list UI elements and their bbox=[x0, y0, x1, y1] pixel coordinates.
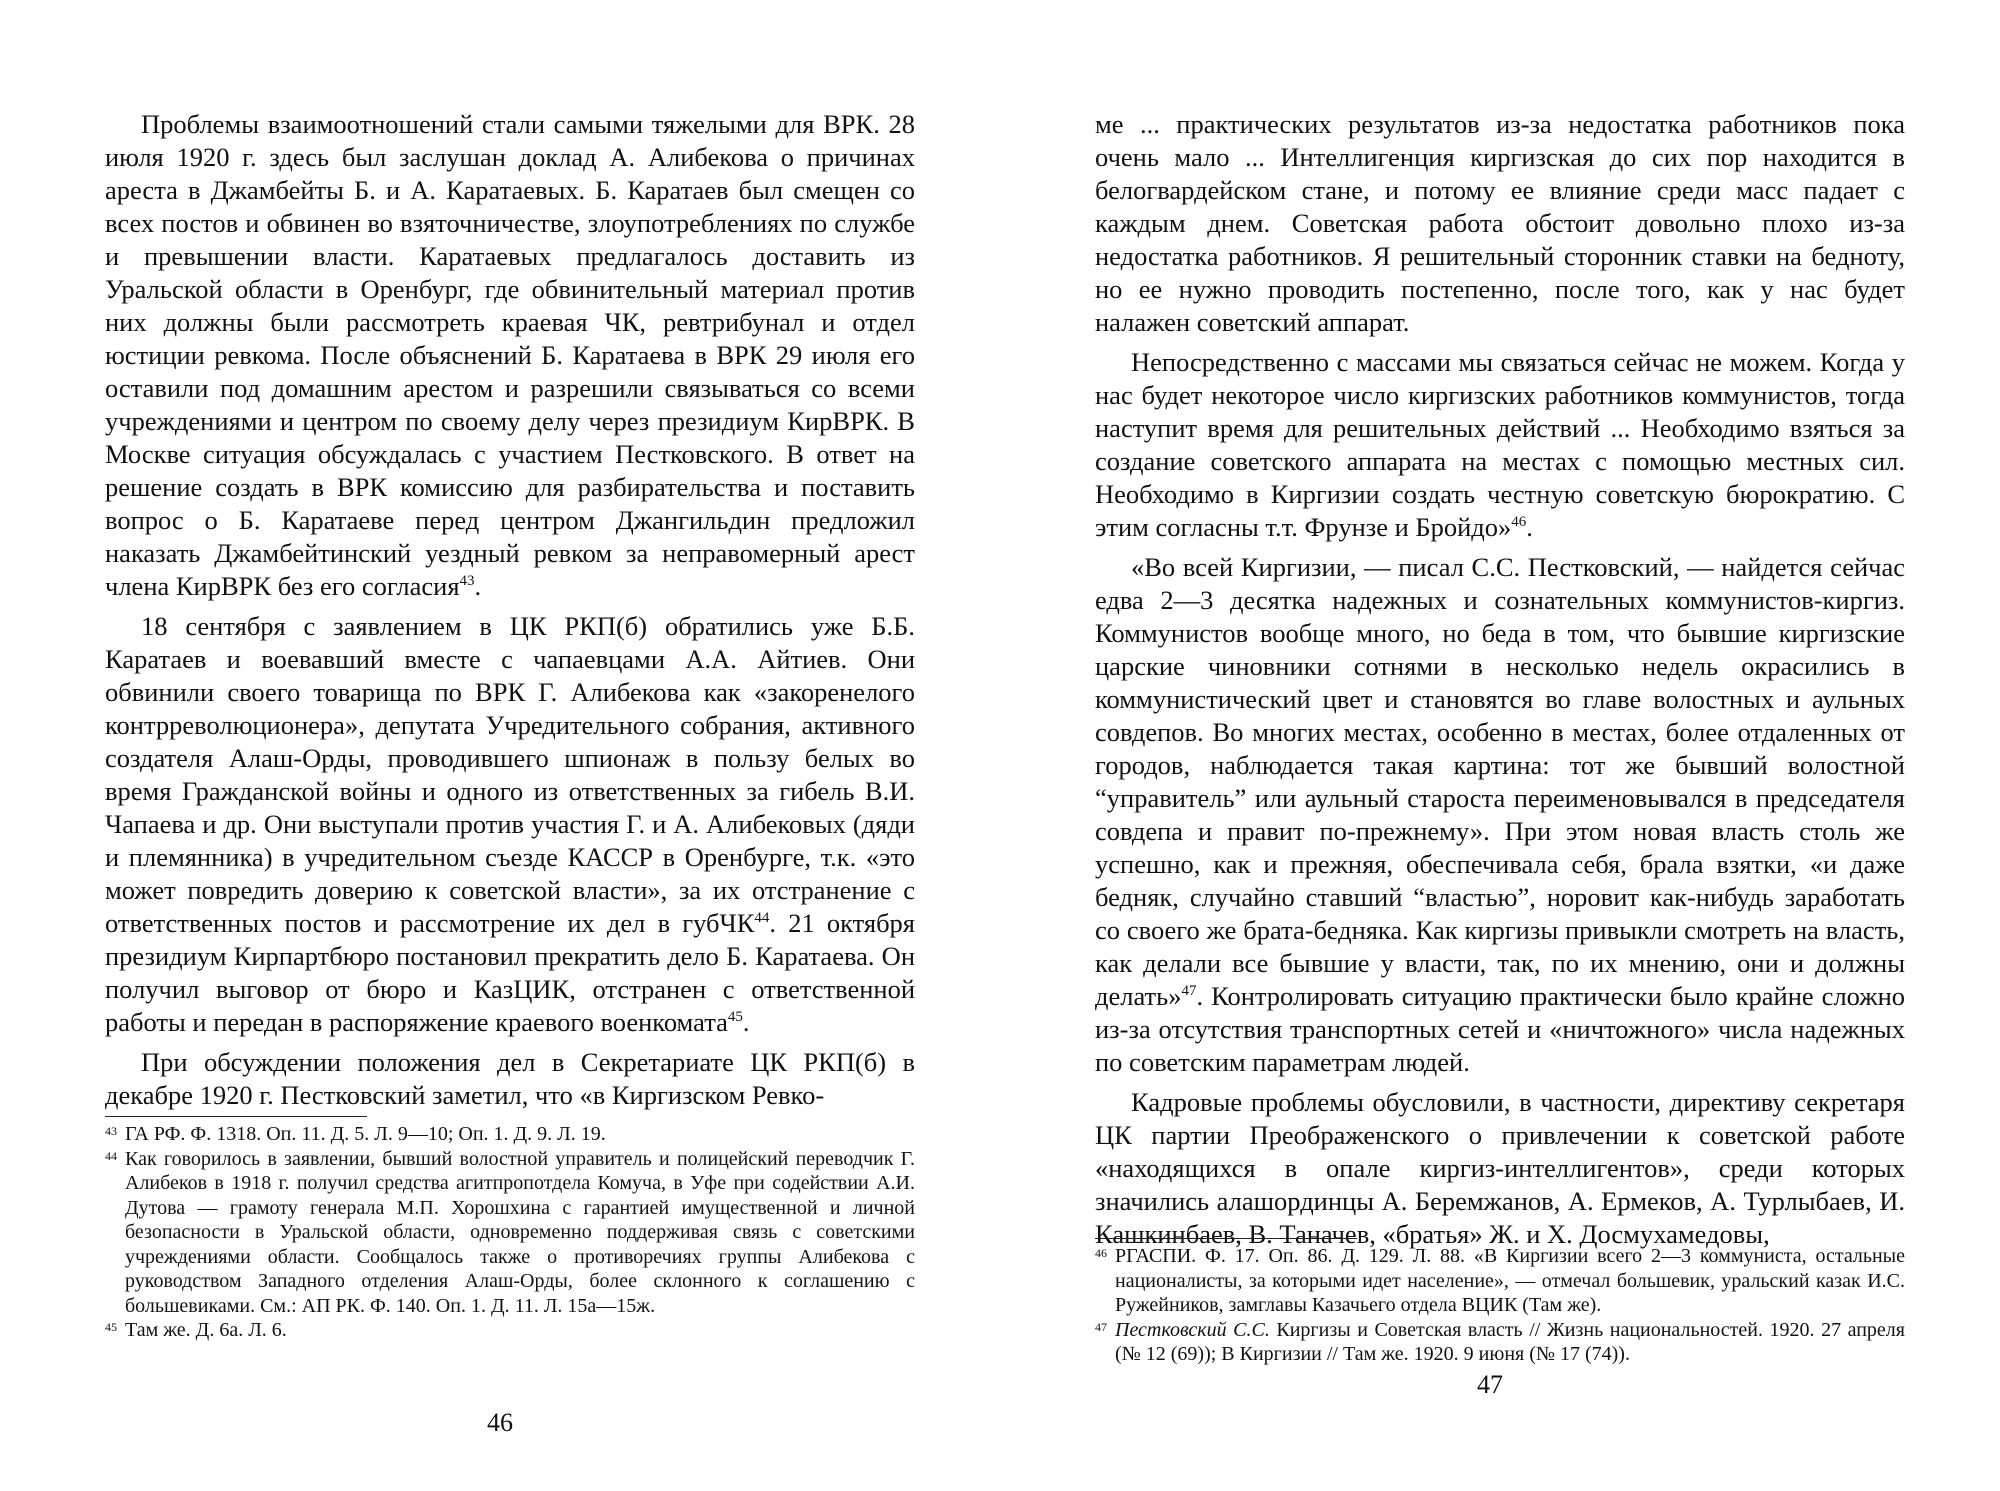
right-page-body bbox=[1095, 108, 1905, 1251]
footnote-ref: 44 bbox=[754, 910, 770, 927]
footnote: 46 РГАСПИ. Ф. 17. Оп. 86. Д. 129. Л. 88. «В Киргизии всего 2—3 коммуниста, остальные националисты, за которыми идет население», — отмечал большевик, уральский казак И.С. Ружейников, замглавы Казачьего отдела ВЦИК (Там же). bbox=[1095, 1245, 1905, 1316]
footnote-ref: 45 bbox=[727, 1009, 743, 1026]
footnote: 45 Там же. Д. 6а. Л. 6. bbox=[105, 1319, 287, 1341]
left-page-body bbox=[105, 108, 915, 1112]
paragraph: Проблемы взаимоотношений стали самыми тяжелыми для ВРК. 28 июля 1920 г. здесь был заслушан доклад А. Алибекова о причинах ареста в Джамбейты Б. и А. Каратаевых. Б. Каратаев был смещен со всех постов и обвинен во взяточничестве, злоупотреблениях по службе и превышении власти. Каратаевых предлагалось доставить из Уральской области в Оренбург, где обвинительный материал против них должны были рассмотреть краевая ЧК, ревтрибунал и отдел юстиции ревкома. После объяснений Б. Каратаева в ВРК 29 июля его оставили под домашним арестом и разрешили связываться со всеми учреждениями и центром по своему делу через президиум КирВРК. В Москве ситуация обсуждалась с участием Пестковского. В ответ на решение создать в ВРК комиссию для разбирательства и поставить вопрос о Б. Каратаеве перед центром Джангильдин предложил наказать Джамбейтинский уездный ревком за неправомерный арест члена КирВРК без его согласия$^{43}$. bbox=[105, 109, 915, 601]
footnote-author: Пестковский С.С. bbox=[1115, 1318, 1270, 1341]
paragraph: 18 сентября с заявлением в ЦК РКП(б) обратились уже Б.Б. Каратаев и воевавший вместе с чапаевцами А.А. Айтиев. Они обвинили своего товарища по ВРК Г. Алибекова как «закоренелого контрреволюционера», депутата Учредительного собрания, активного создателя Алаш-Орды, проводившего шпионаж в пользу белых во время Гражданской войны и одного из ответственных за гибель В.И. Чапаева и др. Они выступали против участия Г. и А. Алибековых (дяди и племянника) в учредительном съезде КАССР в Оренбурге, т.к. «это может повредить доверию к советской власти», за их отстранение с ответственных постов и рассмотрение их дел в губЧК$^{44}$. 21 октября президиум Кирпартбюро постановил прекратить дело Б. Каратаева. Он получил выговор от бюро и КазЦИК, отстранен с ответственной работы и передан в распоряжение краевого военкомата$^{45}$. bbox=[105, 611, 915, 1037]
right-page bbox=[1095, 108, 1905, 1448]
footnote: 47 Пестковский С.С. Киргизы и Советская власть // Жизнь национальностей. 1920. 27 апреля (№ 12 (69)); В Киргизии // Там же. 1920. 9 июня (№ 17 (74)). bbox=[1095, 1318, 1905, 1365]
footnote: 43 ГА РФ. Ф. 1318. Оп. 11. Д. 5. Л. 9—10; Оп. 1. Д. 9. Л. 19. bbox=[105, 1123, 606, 1145]
footnote-ref: 47 bbox=[1181, 983, 1197, 1000]
paragraph: Непосредственно с массами мы связаться сейчас не можем. Когда у нас будет некоторое число киргизских работников коммунистов, тогда наступит время для решительных действий ... Необходимо взяться за создание советского аппарата на местах с помощью местных сил. Необходимо в Киргизии создать честную советскую бюрократию. С этим согласны т.т. Фрунзе и Бройдо»$^{46}$. bbox=[1095, 347, 1905, 542]
footnote-divider bbox=[1095, 1238, 1357, 1239]
footnotes-section bbox=[1095, 1238, 1905, 1367]
paragraph: Кадровые проблемы обусловили, в частности, директиву секретаря ЦК партии Преображенского о привлечении к советской работе «находящихся в опале киргиз-интеллигентов», среди которых значились алашординцы А. Беремжанов, А. Ермеков, А. Турлыбаев, И. Кашкинбаев, В. Таначев, «братья» Ж. и Х. Досмухамедовы, bbox=[1095, 1087, 1905, 1249]
footnotes-section bbox=[105, 1116, 915, 1343]
page-number: 47 bbox=[1477, 1370, 1503, 1399]
paragraph: ме ... практических результатов из-за недостатка работников пока очень мало ... Интеллигенция киргизская до сих пор находится в белогвардейском стане, и потому ее влияние среди масс падает с каждым днем. Советская работа обстоит довольно плохо из-за недостатка работников. Я решительный сторонник ставки на бедноту, но ее нужно проводить постепенно, после того, как у нас будет налажен советский аппарат. bbox=[1095, 109, 1905, 337]
left-page bbox=[105, 108, 915, 1448]
paragraph: При обсуждении положения дел в Секретариате ЦК РКП(б) в декабре 1920 г. Пестковский заметил, что «в Киргизском Ревко- bbox=[105, 1047, 915, 1110]
footnote-divider bbox=[105, 1116, 367, 1117]
footnote-ref: 43 bbox=[459, 573, 475, 590]
footnote: 44 Как говорилось в заявлении, бывший волостной управитель и полицейский переводчик Г. Алибеков в 1918 г. получил средства агитпропотдела Комуча, в Уфе при содействии А.И. Дутова — грамоту генерала М.П. Хорошхина с гарантией имущественной и личной безопасности в Уральской области, одновременно поддерживая связь с советскими учреждениями области. Сообщалось также о противоречиях группы Алибекова с руководством Западного отделения Алаш-Орды, более склонного к соглашению с большевиками. См.: АП РК. Ф. 140. Оп. 1. Д. 11. Л. 15а—15ж. bbox=[105, 1147, 915, 1317]
page-number: 46 bbox=[487, 1408, 513, 1437]
footnote-ref: 46 bbox=[1511, 514, 1527, 531]
paragraph: «Во всей Киргизии, — писал С.С. Пестковский, — найдется сейчас едва 2—3 десятка надежных и сознательных коммунистов-киргиз. Коммунистов вообще много, но беда в том, что бывшие киргизские царские чиновники сотнями в несколько недель окрасились в коммунистический цвет и становятся во главе волостных и аульных совдепов. Во многих местах, особенно в местах, более отдаленных от городов, наблюдается такая картина: тот же бывший волостной “управитель” или аульный староста переименовывался в председателя совдепа и правит по-прежнему». При этом новая власть столь же успешно, как и прежняя, обеспечивала себя, брала взятки, «и даже бедняк, случайно ставший “властью”, норовит как-нибудь заработать со своего же брата-бедняка. Как киргизы привыкли смотреть на власть, как делали все бывшие у власти, так, по их мнению, они и должны делать»$^{47}$. Контролировать ситуацию практически было крайне сложно из-за отсутствия транспортных сетей и «ничтожного» числа надежных по советским параметрам людей. bbox=[1095, 552, 1905, 1077]
